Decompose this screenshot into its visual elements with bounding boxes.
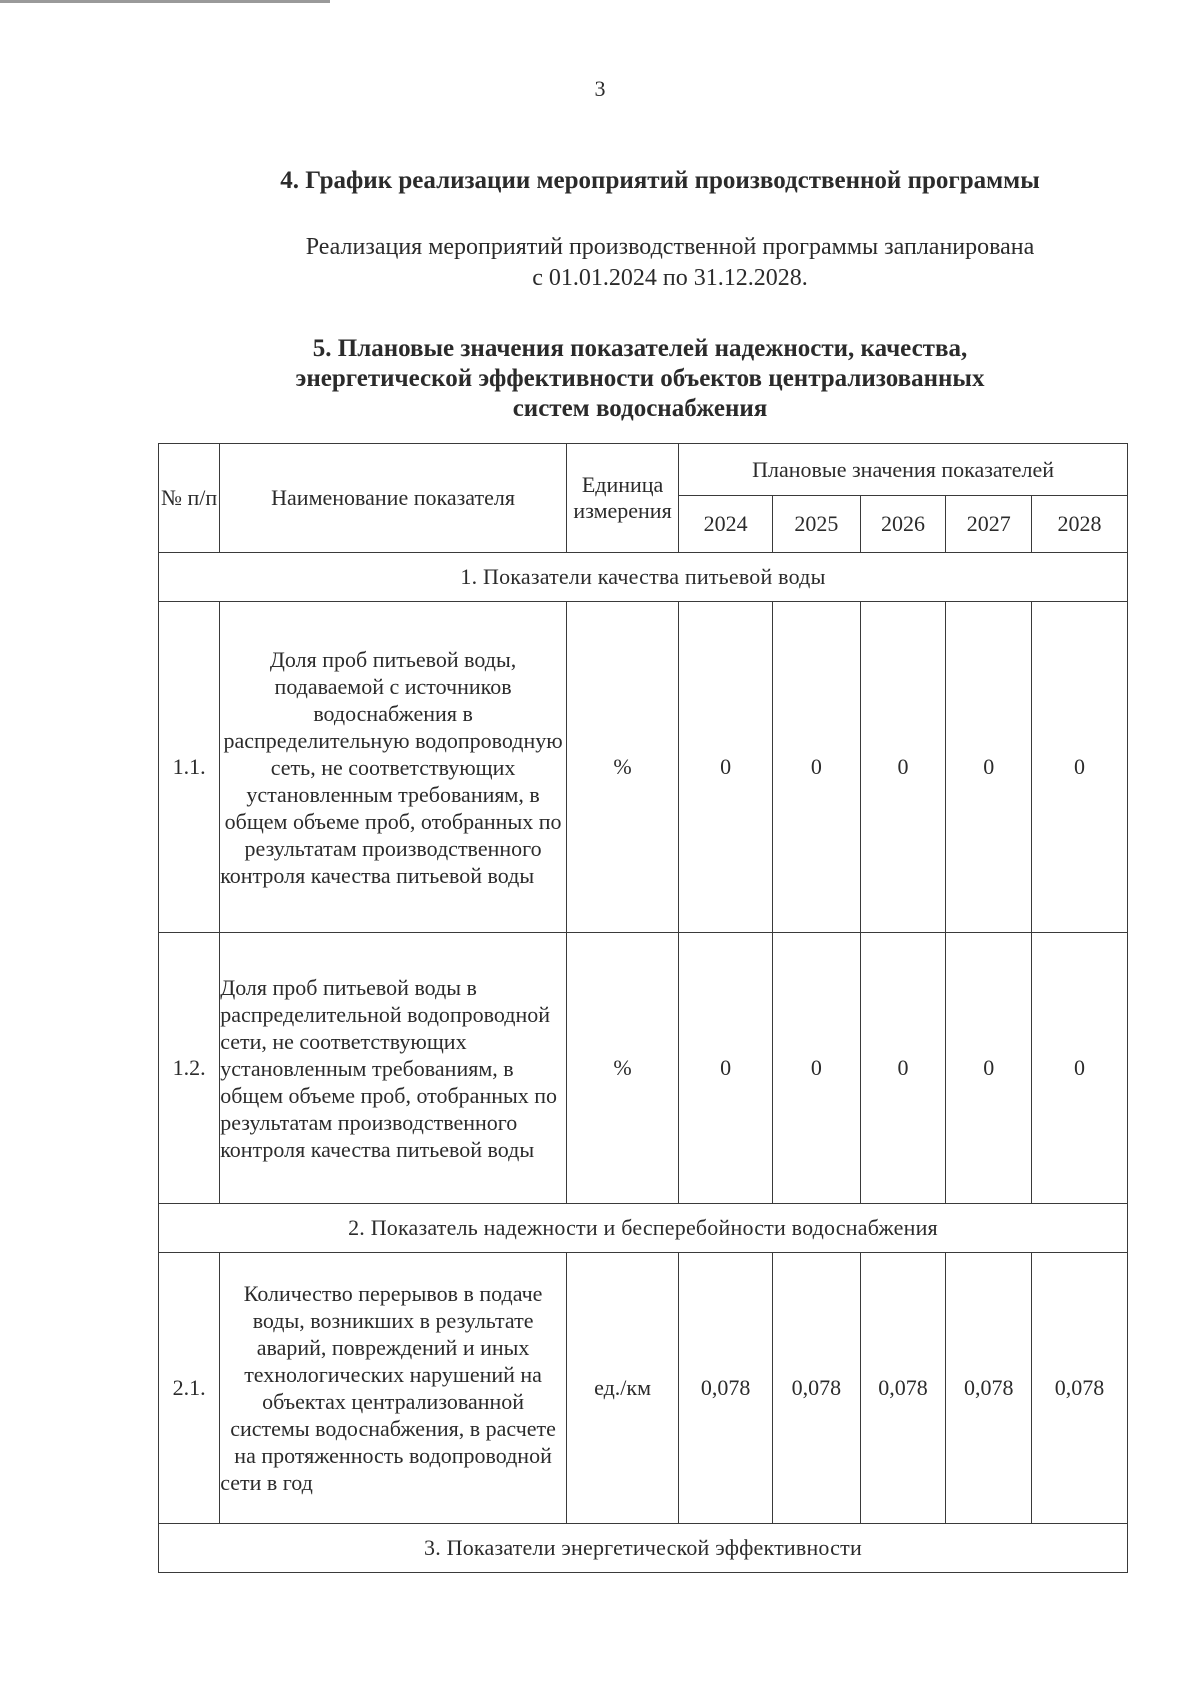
section-row xyxy=(159,1524,1128,1573)
header-year-2024: 2024 xyxy=(679,496,773,553)
page-number: 3 xyxy=(594,76,606,101)
header-plan-values: Плановые значения показателей xyxy=(679,444,1128,496)
section-5-title-line-1: 5. Плановые значения показателей надежности, качества, xyxy=(312,335,968,362)
row-value-2028: 0 xyxy=(1032,933,1128,1204)
row-value-2024: 0,078 xyxy=(679,1253,773,1524)
section-title: 2. Показатель надежности и бесперебойности водоснабжения xyxy=(159,1204,1128,1253)
indicators-table xyxy=(158,443,1128,1573)
row-unit: % xyxy=(566,933,678,1204)
section-title: 3. Показатели энергетической эффективности xyxy=(159,1524,1128,1573)
header-year-2025: 2025 xyxy=(772,496,860,553)
row-indicator-name: Доля проб питьевой воды в распределительной водопроводной сети, не соответствующих установленным требованиям, в общем объеме проб, отобранных по результатам производственного контроля качества питьевой воды xyxy=(220,933,567,1204)
section-5-title-line-3: систем водоснабжения xyxy=(512,395,768,422)
section-row xyxy=(159,1204,1128,1253)
section-5-title xyxy=(200,334,1080,424)
row-value-2028: 0 xyxy=(1032,602,1128,933)
table-row xyxy=(159,933,1128,1204)
table-row xyxy=(159,602,1128,933)
row-value-2024: 0 xyxy=(679,602,773,933)
row-value-2025: 0 xyxy=(772,602,860,933)
row-indicator-name: Доля проб питьевой воды, подаваемой с источников водоснабжения в распределительную водопроводную сеть, не соответствующих установленным требованиям, в общем объеме проб, отобранных по результатам производственного контроля качества питьевой воды xyxy=(220,602,567,933)
section-4-text xyxy=(200,232,1140,294)
header-indicator-name: Наименование показателя xyxy=(220,444,567,553)
row-value-2026: 0,078 xyxy=(860,1253,946,1524)
section-4-text-line-2: с 01.01.2024 по 31.12.2028. xyxy=(532,265,808,291)
header-year-2027: 2027 xyxy=(946,496,1032,553)
header-year-2028: 2028 xyxy=(1032,496,1128,553)
row-indicator-name: Количество перерывов в подаче воды, возникших в результате аварий, повреждений и иных технологических нарушений на объектах централизованной системы водоснабжения, в расчете на протяженность водопроводной сети в год xyxy=(220,1253,567,1524)
row-unit: % xyxy=(566,602,678,933)
row-value-2027: 0 xyxy=(946,602,1032,933)
row-number: 2.1. xyxy=(159,1253,220,1524)
header-unit: Единица измерения xyxy=(566,444,678,553)
table-row xyxy=(159,1253,1128,1524)
header-number: № п/п xyxy=(159,444,220,553)
row-value-2024: 0 xyxy=(679,933,773,1204)
row-value-2025: 0,078 xyxy=(772,1253,860,1524)
row-value-2028: 0,078 xyxy=(1032,1253,1128,1524)
header-year-2026: 2026 xyxy=(860,496,946,553)
row-value-2027: 0,078 xyxy=(946,1253,1032,1524)
section-title: 1. Показатели качества питьевой воды xyxy=(159,553,1128,602)
row-unit: ед./км xyxy=(566,1253,678,1524)
row-value-2026: 0 xyxy=(860,602,946,933)
section-row xyxy=(159,553,1128,602)
row-value-2025: 0 xyxy=(772,933,860,1204)
row-number: 1.2. xyxy=(159,933,220,1204)
section-5-title-line-2: энергетической эффективности объектов централизованных xyxy=(295,365,985,392)
section-4-text-line-1: Реализация мероприятий производственной программы запланирована xyxy=(305,234,1035,260)
row-number: 1.1. xyxy=(159,602,220,933)
section-4-title: 4. График реализации мероприятий производственной программы xyxy=(280,167,1040,194)
scan-edge-mark xyxy=(0,0,330,3)
row-value-2027: 0 xyxy=(946,933,1032,1204)
row-value-2026: 0 xyxy=(860,933,946,1204)
